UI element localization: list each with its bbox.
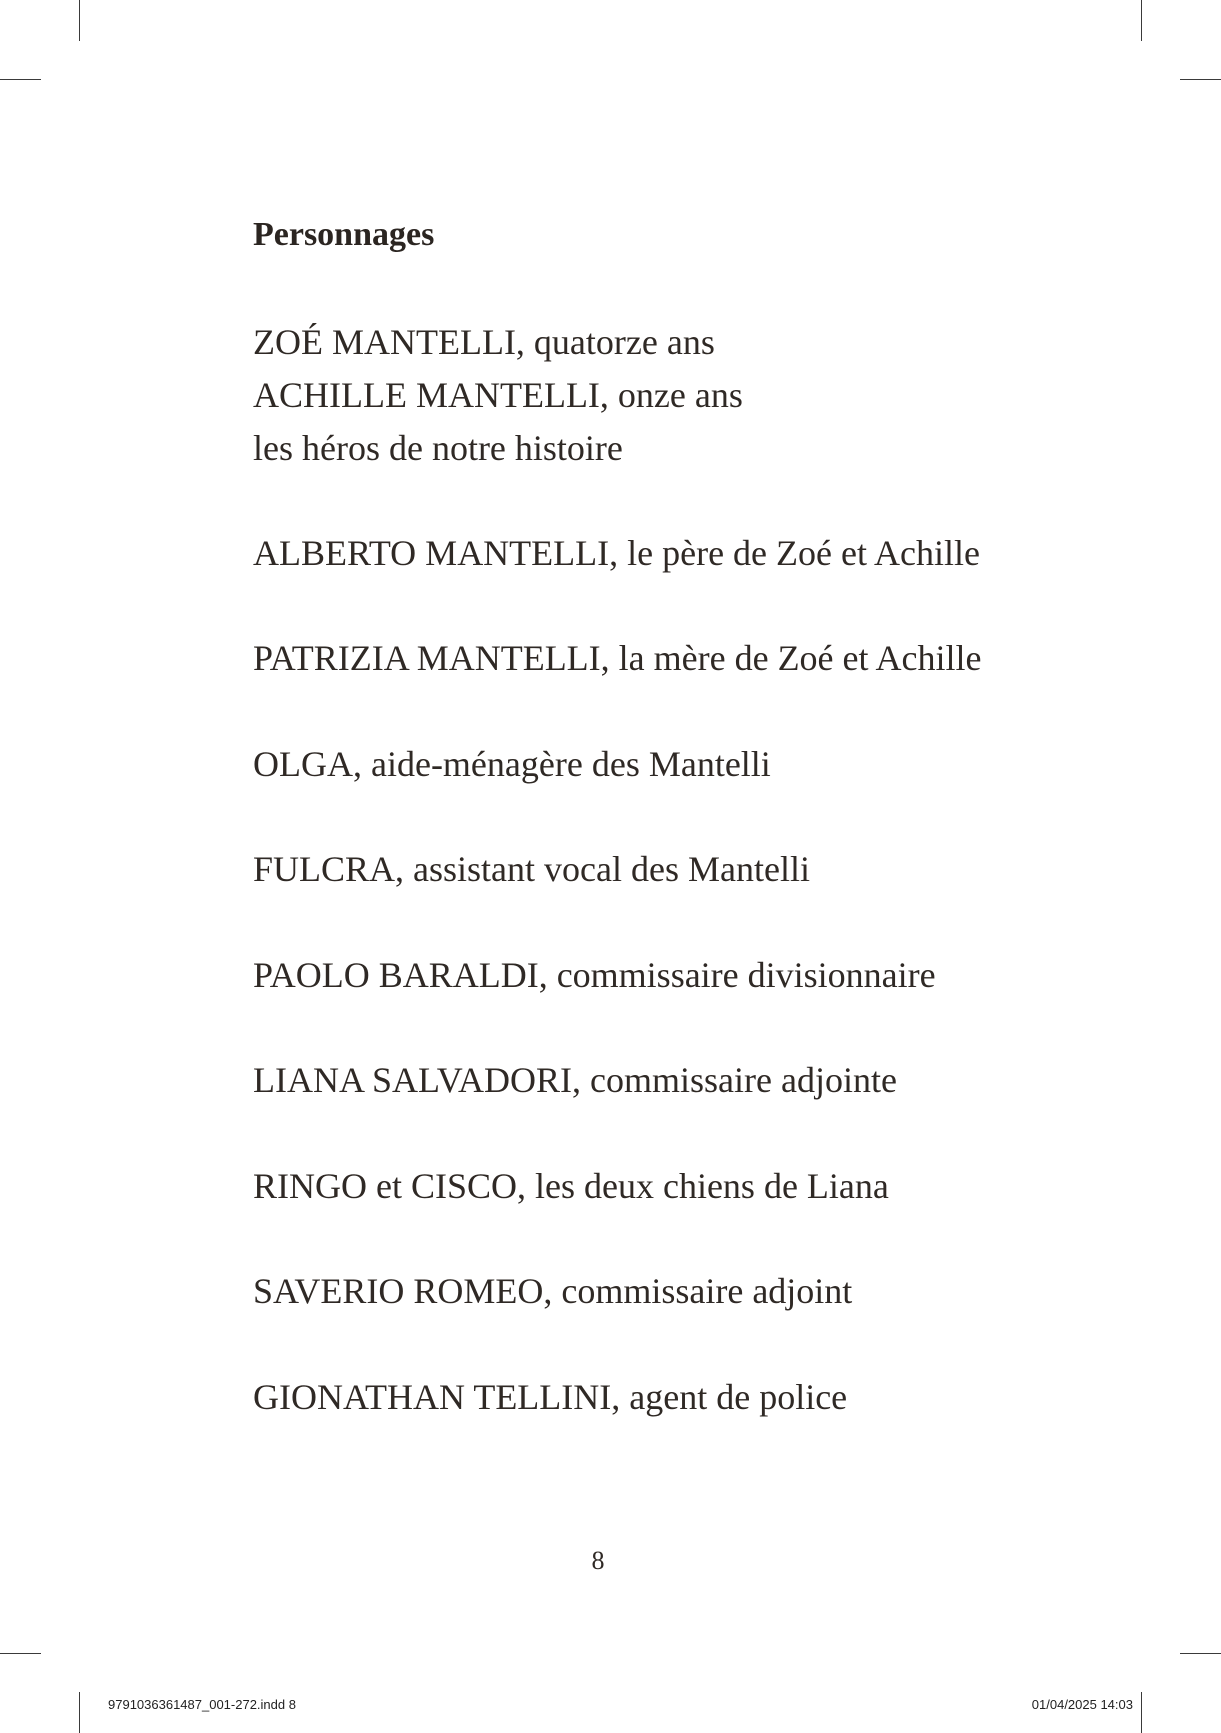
character-line: ZOÉ MANTELLI, quatorze ans [253,322,715,362]
character-line: GIONATHAN TELLINI, agent de police [253,1377,848,1417]
slug-date-time: 01/04/2025 14:03 [1031,1697,1133,1712]
crop-mark [0,79,41,80]
character-line: PAOLO BARALDI, commissaire divisionnaire [253,955,936,995]
character-line: OLGA, aide-ménagère des Mantelli [253,744,771,784]
character-line: PATRIZIA MANTELLI, la mère de Zoé et Achille [253,638,982,678]
character-line: RINGO et CISCO, les deux chiens de Liana [253,1166,889,1206]
character-line: les héros de notre histoire [253,428,623,468]
slug-file: 9791036361487_001-272.indd 8 [108,1697,296,1712]
character-line: ALBERTO MANTELLI, le père de Zoé et Achille [253,533,980,573]
character-line: SAVERIO ROMEO, commissaire adjoint [253,1271,853,1311]
crop-mark [0,1653,41,1654]
crop-mark [1180,79,1221,80]
crop-mark [79,1692,80,1733]
crop-mark [79,0,80,41]
page-number: 8 [591,1546,605,1575]
crop-mark [1141,0,1142,41]
character-line: FULCRA, assistant vocal des Mantelli [253,849,810,889]
character-line: LIANA SALVADORI, commissaire adjointe [253,1060,897,1100]
crop-mark [1180,1653,1221,1654]
page-title: Personnages [253,216,435,253]
crop-mark [1141,1692,1142,1733]
character-line: ACHILLE MANTELLI, onze ans [253,375,743,415]
